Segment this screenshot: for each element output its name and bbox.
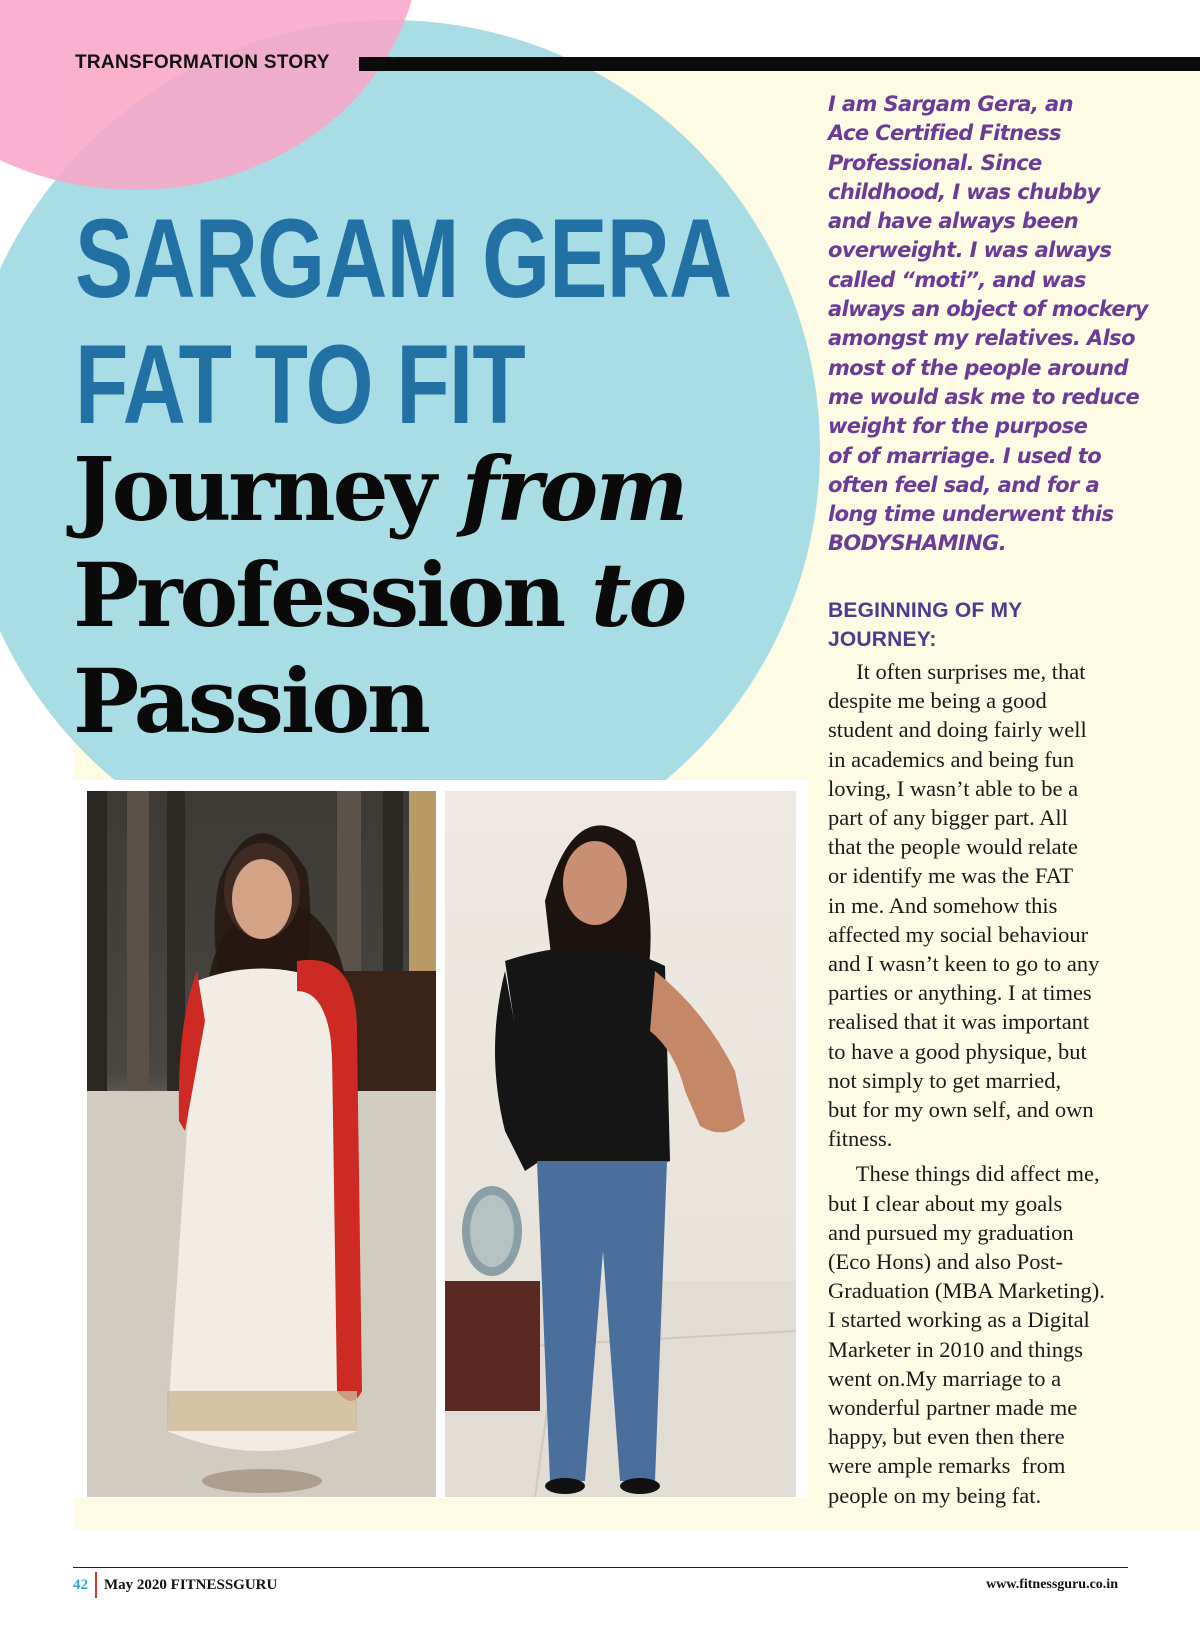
section-heading-line: JOURNEY: (828, 628, 937, 651)
body-line: went on.My marriage to a (828, 1365, 1062, 1391)
subtitle-word-from: from (461, 437, 686, 541)
body-line: student and doing fairly well (828, 717, 1087, 743)
photo-panel (73, 780, 808, 1498)
body-line: were ample remarks from (828, 1453, 1066, 1479)
body-line: Marketer in 2010 and things (828, 1336, 1083, 1362)
body-line: that the people would relate (828, 834, 1078, 860)
section-heading-line: BEGINNING OF MY (828, 599, 1023, 622)
body-line: I started working as a Digital (828, 1307, 1090, 1333)
body-line: or identify me was the FAT (828, 863, 1074, 889)
body-line: in academics and being fun (828, 746, 1075, 772)
footer-rule (73, 1567, 1128, 1568)
before-photo (87, 791, 436, 1497)
body-line: and I wasn’t keen to go to any (828, 951, 1100, 977)
intro-line: Professional. Since (828, 150, 1042, 175)
paragraph-2 (828, 1159, 1200, 1509)
intro-line: always an object of mockery (828, 297, 1148, 322)
intro-line: and have always been (828, 209, 1079, 234)
intro-line: amongst my relatives. Also (828, 326, 1135, 351)
subtitle (73, 436, 685, 754)
subtitle-word-profession: Profession (73, 543, 564, 647)
subtitle-word-journey: Journey (73, 437, 434, 541)
intro-line: most of the people around (828, 355, 1128, 380)
intro-line: me would ask me to reduce (828, 384, 1140, 409)
section-label: TRANSFORMATION STORY (75, 52, 330, 73)
footer-separator (95, 1572, 97, 1598)
intro-line: weight for the purpose (828, 414, 1088, 439)
body-line: people on my being fat. (828, 1482, 1042, 1508)
intro-line: Ace Certified Fitness (828, 121, 1061, 146)
before-photo-illustration (87, 791, 436, 1497)
subtitle-line-3 (73, 648, 685, 754)
paragraph-1 (828, 657, 1200, 1153)
body-line: happy, but even then there (828, 1424, 1065, 1450)
headline (75, 196, 731, 448)
after-photo-illustration (445, 791, 796, 1497)
body-line: and pursued my graduation (828, 1219, 1074, 1245)
body-line: Graduation (MBA Marketing). (828, 1278, 1105, 1304)
body-line: These things did affect me, (828, 1161, 1100, 1187)
subtitle-word-passion: Passion (73, 649, 429, 753)
intro-line: of of marriage. I used to (828, 443, 1102, 468)
body-line: realised that it was important (828, 1009, 1090, 1035)
headline-line-2: FAT TO FIT (75, 322, 525, 447)
page-number: 42 (73, 1577, 88, 1593)
body-line: but I clear about my goals (828, 1190, 1063, 1216)
body-line: in me. And somehow this (828, 892, 1058, 918)
intro-line: BODYSHAMING. (828, 531, 1007, 556)
subtitle-line-2 (73, 542, 685, 648)
body-line: loving, I wasn’t able to be a (828, 775, 1079, 801)
section-heading (828, 596, 1022, 654)
header-bar (359, 57, 1200, 71)
intro-line: often feel sad, and for a (828, 472, 1100, 497)
body-line: to have a good physique, but (828, 1038, 1087, 1064)
body-text (828, 657, 1200, 1510)
intro-line: childhood, I was chubby (828, 179, 1100, 204)
intro-line: overweight. I was always (828, 238, 1112, 263)
body-line: but for my own self, and own (828, 1097, 1094, 1123)
footer-website-link[interactable]: www.fitnessguru.co.in (986, 1577, 1118, 1592)
footer-issue: May 2020 FITNESSGURU (104, 1577, 278, 1593)
body-line: (Eco Hons) and also Post- (828, 1249, 1063, 1275)
intro-line: called “moti”, and was (828, 267, 1086, 292)
intro-line: I am Sargam Gera, an (828, 92, 1073, 116)
body-line: not simply to get married, (828, 1067, 1062, 1093)
after-photo (445, 791, 796, 1497)
body-line: It often surprises me, that (828, 659, 1086, 684)
body-line: parties or anything. I at times (828, 980, 1092, 1006)
body-line: part of any bigger part. All (828, 805, 1068, 831)
body-line: fitness. (828, 1126, 893, 1152)
body-line: affected my social behaviour (828, 921, 1089, 947)
subtitle-line-1 (73, 436, 685, 542)
body-line: despite me being a good (828, 688, 1047, 714)
intro-line: long time underwent this (828, 502, 1114, 527)
headline-line-1: SARGAM GERA (75, 196, 732, 321)
intro-text (828, 90, 1188, 559)
subtitle-word-to: to (590, 543, 685, 647)
body-line: wonderful partner made me (828, 1395, 1078, 1421)
